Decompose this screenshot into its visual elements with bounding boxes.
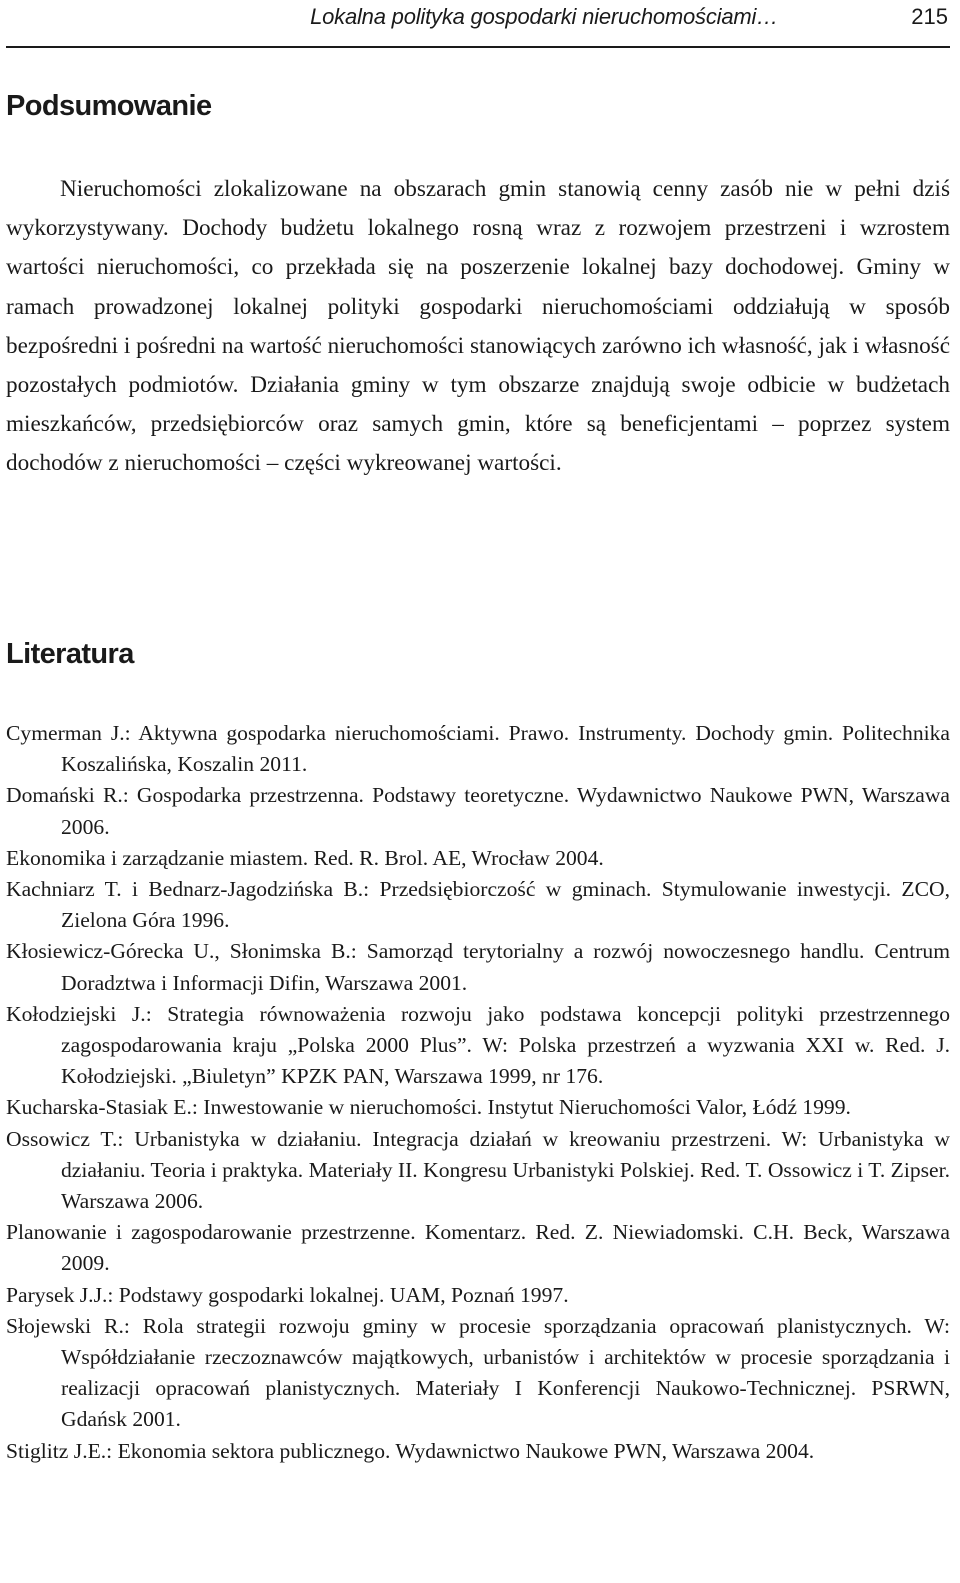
reference-item: Kachniarz T. i Bednarz-Jagodzińska B.: Przedsiębiorczość w gminach. Stymulowanie inwestycji. ZCO, Zielona Góra 1996. [6,877,950,933]
summary-heading: Podsumowanie [6,90,212,122]
reference-item: Ossowicz T.: Urbanistyka w działaniu. Integracja działań w kreowaniu przestrzeni. W: Urbanistyka w działaniu. Teoria i praktyka. Materiały II. Kongresu Urbanistyki Polskiej. Red. T. Ossowicz i T. Zipser. Warszawa 2006. [6,1126,950,1214]
page-number: 215 [911,4,948,29]
summary-paragraph: Nieruchomości zlokalizowane na obszarach gmin stanowią cenny zasób nie w pełni dziś wykorzystywany. Dochody budżetu lokalnego rosną wraz z rozwojem przestrzeni i wzrostem wartości nieruchomości, co przekłada się na poszerzenie lokalnej bazy dochodowej. Gminy w ramach prowadzonej lokalnej polityki gospodarki nieruchomościami oddziałują w sposób bezpośredni i pośredni na wartość nieruchomości stanowiących zarówno ich własność, jak i własność pozostałych podmiotów. Działania gminy w tym obszarze znajdują swoje odbicie w budżetach mieszkańców, przedsiębiorców oraz samych gmin, które są beneficjentami – poprzez system dochodów z nieruchomości – części wykreowanej wartości. [6,176,950,477]
reference-item: Cymerman J.: Aktywna gospodarka nieruchomościami. Prawo. Instrumenty. Dochody gmin. Politechnika Koszalińska, Koszalin 2011. [6,721,950,777]
reference-list [6,718,950,1467]
reference-item: Parysek J.J.: Podstawy gospodarki lokalnej. UAM, Poznań 1997. [6,1282,569,1307]
reference-item: Słojewski R.: Rola strategii rozwoju gminy w procesie sporządzania opracowań planistycznych. W: Współdziałanie rzeczoznawców majątkowych, urbanistów i architektów w procesie sporządzania i realizacji opracowań planistycznych. Materiały I Konferencji Naukowo-Technicznej. PSRWN, Gdańsk 2001. [6,1313,950,1432]
running-header [6,0,950,48]
reference-item: Kłosiewicz-Górecka U., Słonimska B.: Samorząd terytorialny a rozwój nowoczesnego handlu. Centrum Doradztwa i Informacji Difin, Warszawa 2001. [6,939,950,995]
literature-heading: Literatura [6,638,134,670]
reference-item: Domański R.: Gospodarka przestrzenna. Podstawy teoretyczne. Wydawnictwo Naukowe PWN, Warszawa 2006. [6,783,950,839]
reference-item: Kucharska-Stasiak E.: Inwestowanie w nieruchomości. Instytut Nieruchomości Valor, Łódź 1999. [6,1095,851,1120]
reference-item: Kołodziejski J.: Strategia równoważenia rozwoju jako podstawa koncepcji polityki przestrzennego zagospodarowania kraju „Polska 2000 Plus”. W: Polska przestrzeń a wyzwania XXI w. Red. J. Kołodziejski. „Biuletyn” KPZK PAN, Warszawa 1999, nr 176. [6,1001,950,1089]
reference-item: Ekonomika i zarządzanie miastem. Red. R. Brol. AE, Wrocław 2004. [6,845,604,870]
running-title: Lokalna polityka gospodarki nieruchomościami… [310,4,778,29]
reference-item: Stiglitz J.E.: Ekonomia sektora publicznego. Wydawnictwo Naukowe PWN, Warszawa 2004. [6,1438,815,1463]
reference-item: Planowanie i zagospodarowanie przestrzenne. Komentarz. Red. Z. Niewiadomski. C.H. Beck, Warszawa 2009. [6,1220,950,1276]
